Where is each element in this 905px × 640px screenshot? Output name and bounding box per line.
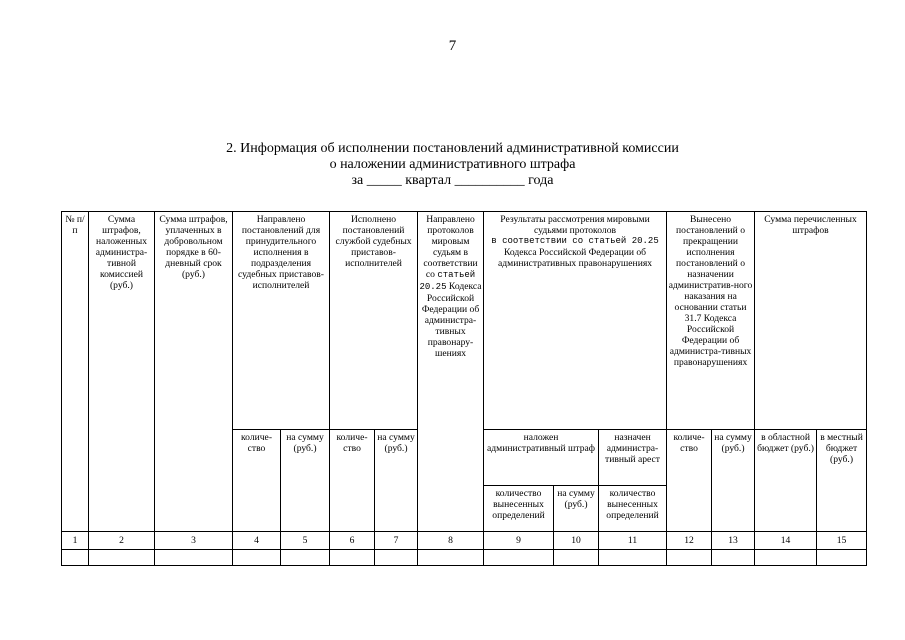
table-cell[interactable] — [155, 550, 233, 566]
section-title — [0, 141, 905, 189]
title-line-2: о наложении административного штрафа — [329, 157, 576, 172]
table-cell[interactable] — [712, 550, 755, 566]
header-col-5-amount: на сумму (руб.) — [281, 430, 330, 532]
header-arrest-imposed: назначен администра-тивный арест — [599, 430, 667, 486]
column-number: 2 — [89, 532, 155, 550]
table-cell[interactable] — [62, 550, 89, 566]
court-results-part3: Кодекса Российской Федерации об административных правонарушениях — [497, 247, 653, 269]
header-col-12-quantity: количе-ство — [667, 430, 712, 532]
table-cell[interactable] — [599, 550, 667, 566]
header-col-8-part3: Кодекса Российской Федерации об администра-тивных правонару-шениях — [421, 281, 482, 359]
table-cell[interactable] — [554, 550, 599, 566]
column-number: 7 — [375, 532, 418, 550]
column-number: 3 — [155, 532, 233, 550]
table-cell[interactable] — [233, 550, 281, 566]
title-line-1: 2. Информация об исполнении постановлений административной комиссии — [226, 141, 679, 156]
table-cell[interactable] — [484, 550, 554, 566]
header-col-14-regional-budget: в областной бюджет (руб.) — [755, 430, 817, 532]
column-number: 13 — [712, 532, 755, 550]
empty-data-row — [62, 550, 867, 566]
table-cell[interactable] — [375, 550, 418, 566]
column-number: 15 — [817, 532, 867, 550]
court-results-part2: в соответствии со статьей 20.25 — [491, 236, 659, 246]
column-number: 1 — [62, 532, 89, 550]
header-col-10-amount: на сумму (руб.) — [554, 486, 599, 532]
header-group-termination: Вынесено постановлений о прекращении исполнения постановлений о назначении административ-ного наказания на основании статьи 31.7 Кодекса Российской Федерации об администра-тивных правонарушениях — [667, 212, 755, 430]
column-number: 9 — [484, 532, 554, 550]
table-cell[interactable] — [418, 550, 484, 566]
header-group-forced-execution: Направлено постановлений для принудительного исполнения в подразделения судебных приставов-исполнителей — [233, 212, 330, 430]
header-col-7-amount: на сумму (руб.) — [375, 430, 418, 532]
header-col-8 — [418, 212, 484, 532]
table-cell[interactable] — [89, 550, 155, 566]
header-col-6-quantity: количе-ство — [330, 430, 375, 532]
table-cell[interactable] — [667, 550, 712, 566]
header-col-11-rulings-count: количество вынесенных определений — [599, 486, 667, 532]
header-col-4-quantity: количе-ство — [233, 430, 281, 532]
column-number: 5 — [281, 532, 330, 550]
column-number: 8 — [418, 532, 484, 550]
column-number: 12 — [667, 532, 712, 550]
header-group-court-results — [484, 212, 667, 430]
header-col-2: Сумма штрафов, наложенных администра-тивной комиссией (руб.) — [89, 212, 155, 532]
header-col-9-rulings-count: количество вынесенных определений — [484, 486, 554, 532]
table-cell[interactable] — [817, 550, 867, 566]
report-table — [61, 211, 867, 566]
header-col-1: № п/п — [62, 212, 89, 532]
column-number: 11 — [599, 532, 667, 550]
table-cell[interactable] — [330, 550, 375, 566]
column-number: 6 — [330, 532, 375, 550]
header-col-3: Сумма штрафов, уплаченных в добровольном порядке в 60-дневный срок (руб.) — [155, 212, 233, 532]
header-fine-imposed: наложен административный штраф — [484, 430, 599, 486]
header-col-13-amount: на сумму (руб.) — [712, 430, 755, 532]
table-cell[interactable] — [281, 550, 330, 566]
page-number: 7 — [448, 38, 457, 54]
header-group-transferred-fines: Сумма перечисленных штрафов — [755, 212, 867, 430]
court-results-part1: Результаты рассмотрения мировыми судьями протоколов — [500, 214, 650, 236]
title-line-3: за _____ квартал __________ года — [351, 173, 554, 188]
header-col-8-part2: статьей 20.25 — [419, 270, 476, 292]
header-col-15-local-budget: в местный бюджет (руб.) — [817, 430, 867, 532]
header-group-executed: Исполнено постановлений службой судебных приставов-исполнителей — [330, 212, 418, 430]
column-number: 10 — [554, 532, 599, 550]
column-number: 14 — [755, 532, 817, 550]
column-number-row — [62, 532, 867, 550]
table-cell[interactable] — [755, 550, 817, 566]
column-number: 4 — [233, 532, 281, 550]
header-col-8-part1: Направлено протоколов мировым судьям в соответствии со — [423, 214, 478, 280]
